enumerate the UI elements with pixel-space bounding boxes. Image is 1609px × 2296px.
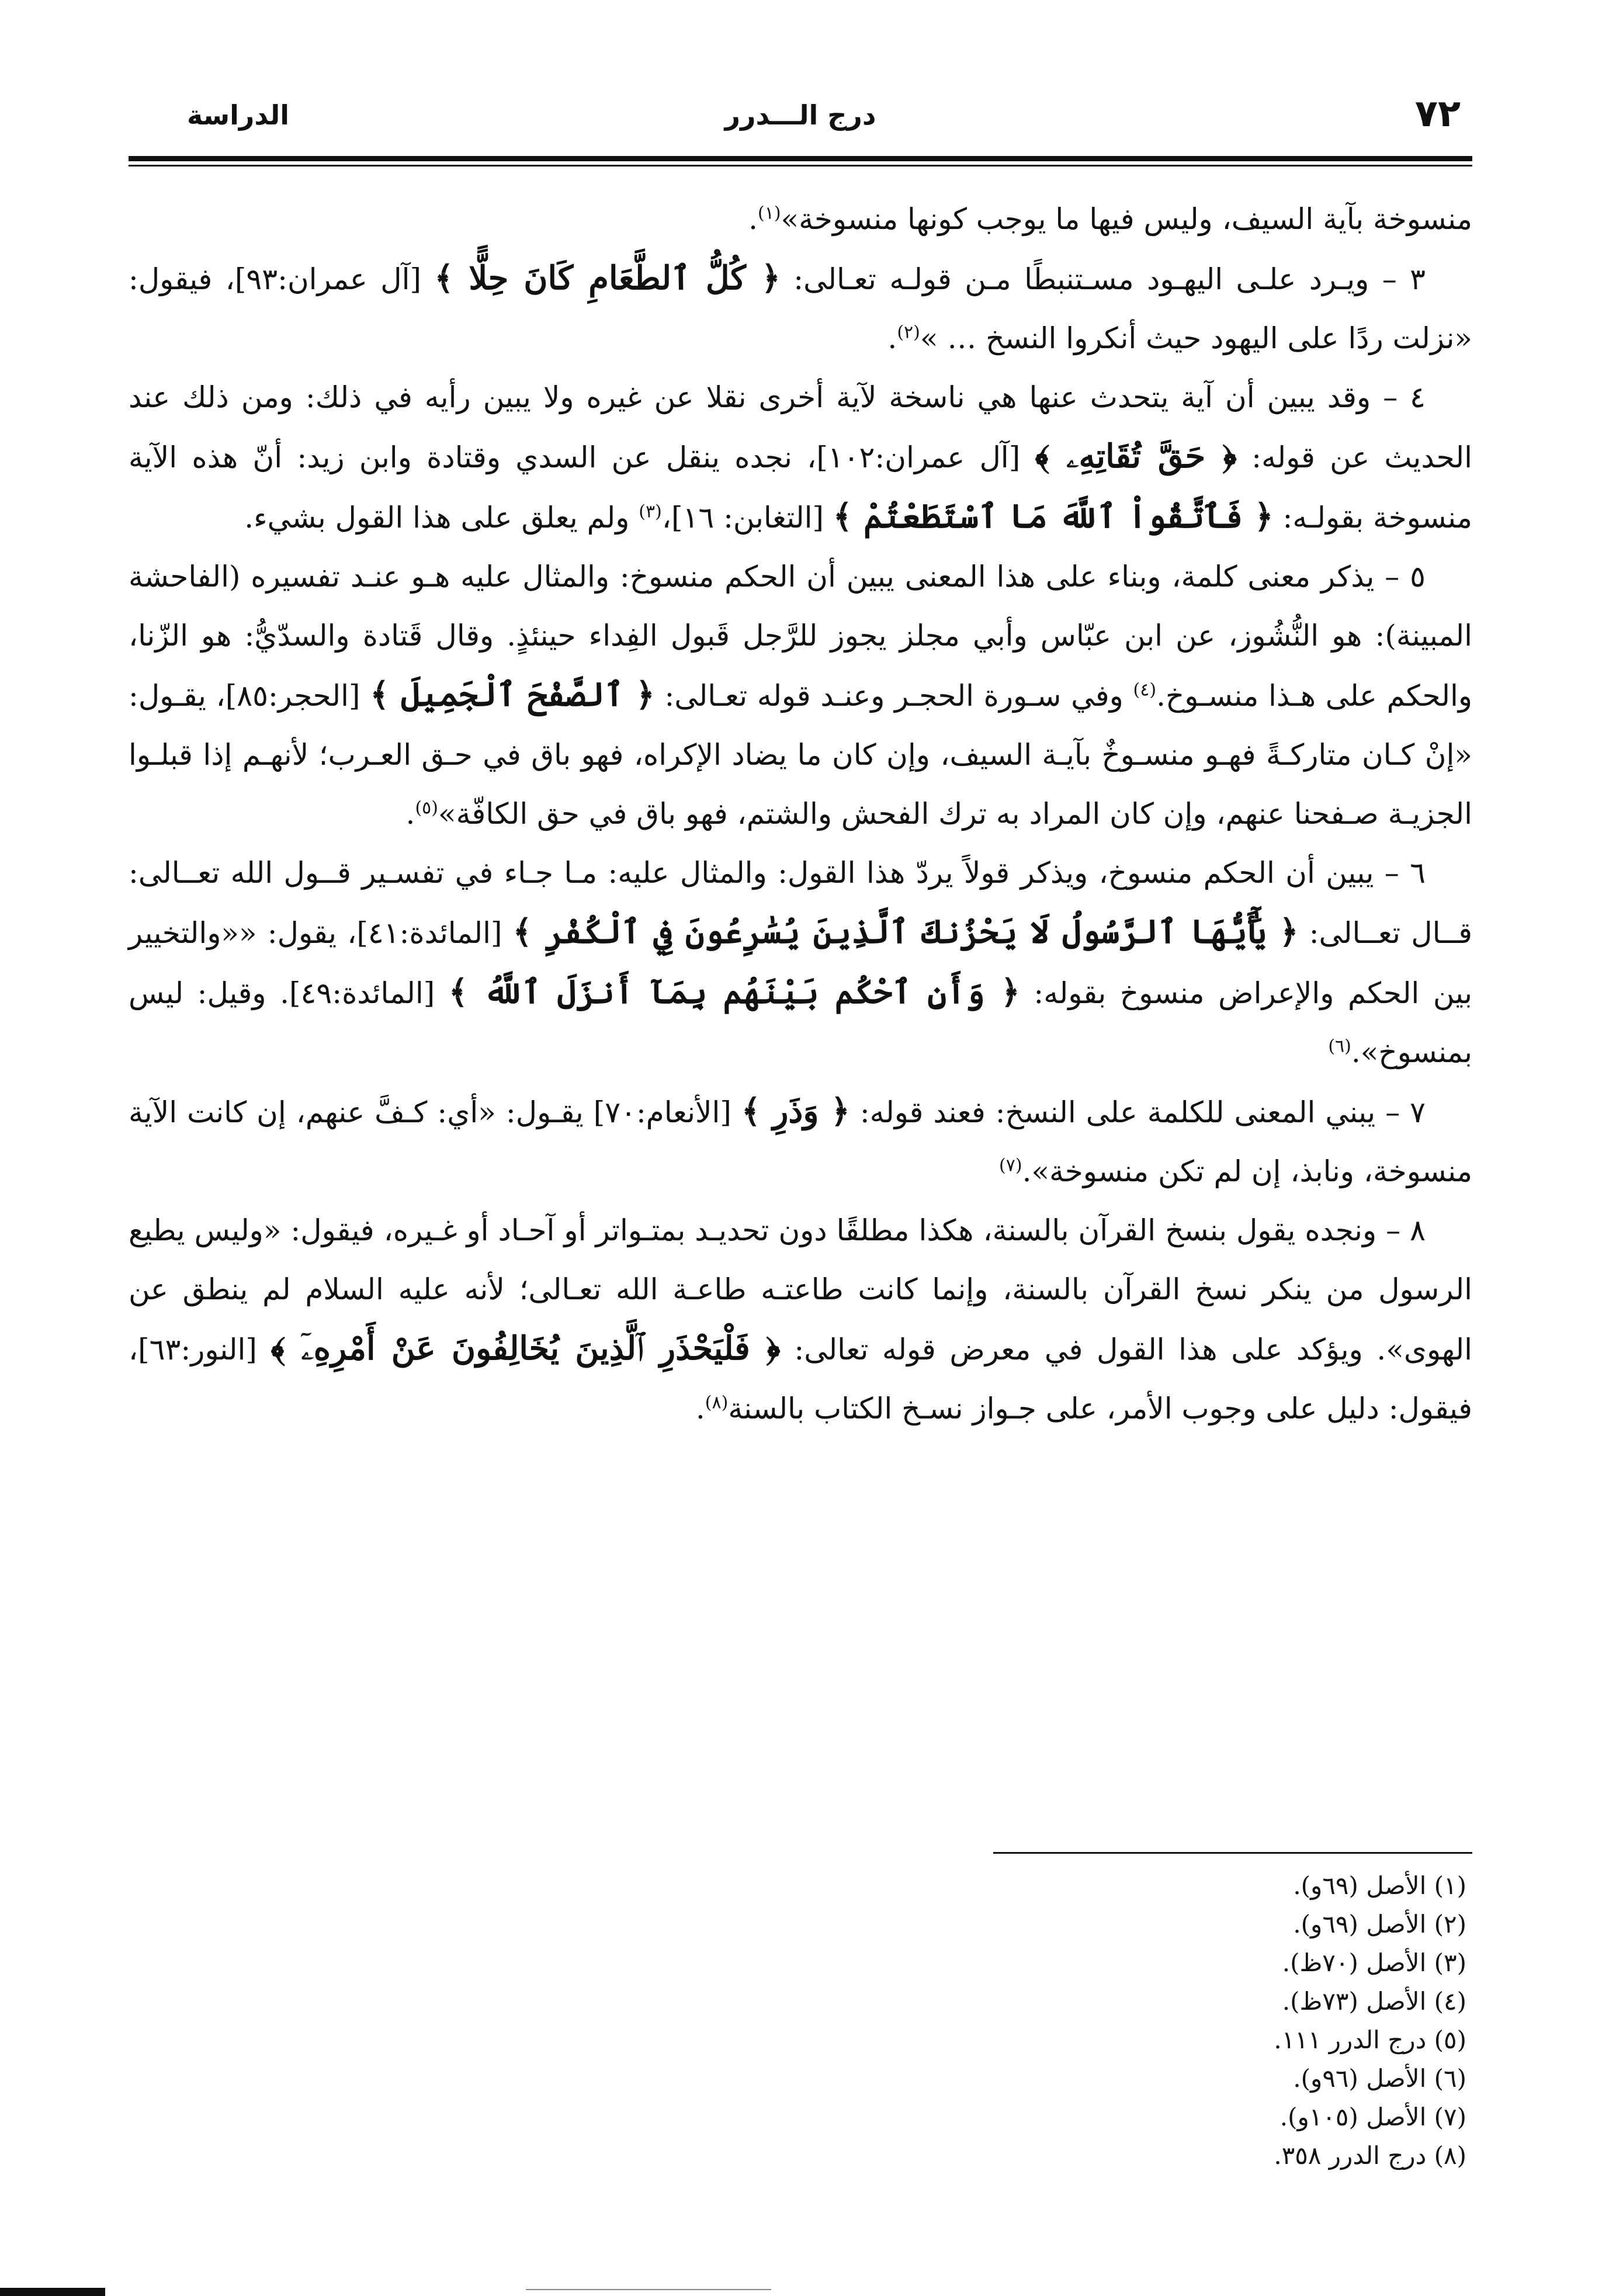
quran-verse: ﴿ يَٰٓأَيُّهَا ٱلرَّسُولُ لَا يَحْزُنكَ ٱلَّذِينَ يُسَٰرِعُونَ فِي ٱلْكُفْرِ ﴾ [512, 913, 1299, 951]
scan-edge-mark [0, 2288, 105, 2296]
paragraph-text: [الحجر:٨٥]، يقـول: «إنْ كـان متاركـةً فهـو منسـوخٌ بآيـة السيف، وإن كان ما يضاد الإكراه، فهو باق في حـق العـرب؛ لأنهـم إذا قبلـوا الجزيـة صـفحنا عنهم، وإن كان المراد به ترك الفحش والشتم، فهو باق في حق الكافّة» [129, 679, 1472, 831]
footnote-reference: (٥) [415, 797, 439, 818]
paragraph-text: [الأنعام:٧٠] يقـول: «أي: كـفَّ عنهم، إن كانت الآية منسوخة، ونابذ، إن لم تكن منسوخة». [129, 1095, 1472, 1188]
footnote-reference: (١) [757, 203, 781, 224]
paragraph-text: [النور:٦٣]، فيقول: دليل على وجوب الأمر، على جـواز نسـخ الكتاب بالسنة [129, 1333, 1472, 1426]
footnote-reference: (٦) [1328, 1036, 1351, 1057]
footnote-reference: (٢) [897, 322, 920, 343]
paragraph-text: . [405, 797, 415, 831]
footnote: (٨) درج الدرر ٣٥٨. [1274, 2141, 1466, 2170]
footnote-reference: (٨) [705, 1392, 729, 1413]
paragraph-text: ٣ – ويـرد علـى اليهـود مسـتنبطًا مـن قولـه تعـالى: [780, 262, 1426, 296]
footnote-reference: (٧) [999, 1155, 1022, 1176]
quran-verse: ﴿ وَأَنِ ٱحْكُم بَيْنَهُم بِمَآ أَنزَلَ ٱللَّهُ ﴾ [448, 973, 1020, 1011]
quran-verse: ﴿ كُلُّ ٱلطَّعَامِ كَانَ حِلًّا ﴾ [434, 259, 781, 297]
paragraph-text: . [748, 202, 758, 236]
footnote-separator [993, 1852, 1472, 1854]
footnotes [941, 1867, 1466, 2175]
footnote: (٧) الأصل (١٠٥و). [1279, 2103, 1466, 2131]
paragraph [129, 1082, 1472, 1201]
paragraph-text: ٤ – وقد يبين أن آية يتحدث عنها هي ناسخة لآية أخرى نقلا عن غيره ولا يبين رأيه في ذلك: ومن ذلك عند الحديث عن قوله: [129, 380, 1472, 474]
paragraph-text: وفي سـورة الحجـر وعنـد قوله تعـالى: [654, 679, 1133, 713]
paragraph-text: . [695, 1392, 705, 1426]
header-rule-thick [129, 156, 1472, 161]
footnote: (٦) الأصل (٩٦و). [1293, 2064, 1466, 2093]
paragraph [129, 249, 1472, 368]
quran-verse: ﴿ وَذَرِ ﴾ [741, 1092, 850, 1130]
footnote: (٥) درج الدرر ١١١. [1274, 2026, 1466, 2054]
footnote: (٢) الأصل (٦٩و). [1293, 1910, 1466, 1938]
paragraph [129, 368, 1472, 547]
paragraph-text: [آل عمران:٩٣]، فيقول: «نزلت ردًا على اليهود حيث أنكروا النسخ … » [129, 262, 1472, 355]
paragraph-text: ٦ – يبين أن الحكم منسوخ، ويذكر قولاً يردّ هذا القول: والمثال عليه: مـا جـاء في تفسـير قــول الله تعــالى: قــال تعــالى: [129, 856, 1472, 950]
page-header [129, 88, 1472, 155]
paragraph-text: [المائدة:٤١]، يقول: ««والتخيير بين الحكم والإعراض منسوخ بقوله: [129, 916, 1472, 1010]
scan-edge-line [526, 2289, 771, 2290]
quran-verse: ﴿ فَٱتَّقُواْ ٱللَّهَ مَا ٱسْتَطَعْتُمْ ﴾ [833, 497, 1274, 536]
footnote: (١) الأصل (٦٩و). [1293, 1871, 1466, 1900]
paragraph-text: منسوخة بآية السيف، وليس فيها ما يوجب كونها منسوخة» [781, 202, 1472, 236]
book-title: درج الـــدرر [724, 99, 876, 131]
paragraph-text: [التغابن: ١٦]، [661, 501, 833, 535]
footnote-reference: (٣) [639, 501, 662, 522]
paragraph-text: [المائدة:٤٩]. وقيل: ليس بمنسوخ». [129, 976, 1472, 1069]
page-number: ٧٢ [1414, 92, 1461, 136]
paragraph-text: . [887, 321, 897, 355]
paragraph [129, 190, 1472, 249]
paragraph-text: ٨ – ونجده يقول بنسخ القرآن بالسنة، هكذا مطلقًا دون تحديـد بمتـواتر أو آحـاد أو غـيره، فيقول: «وليس يطيع الرسول من ينكر نسخ القرآن بالسنة، وإنما كانت طاعتـه طاعـة الله تعـالى؛ لأنه عليه السلام لم ينطق عن الهوى». ويؤكد على هذا القول في معرض قوله تعالى: [129, 1213, 1472, 1366]
footnote: (٤) الأصل (٧٣ظ). [1282, 1987, 1466, 2016]
paragraph [129, 844, 1472, 1082]
main-text [129, 190, 1472, 1438]
paragraph-text: [آل عمران:١٠٢]، نجده ينقل عن السدي وقتادة وابن زيد: أنّ هذه الآية منسوخة بقولـه: [129, 441, 1472, 535]
header-rule-thin [129, 165, 1472, 167]
paragraph [129, 547, 1472, 844]
book-page [129, 88, 1472, 2249]
paragraph [129, 1201, 1472, 1438]
paragraph-text: ٥ – يذكر معنى كلمة، وبناء على هذا المعنى يبين أن الحكم منسوخ: والمثال عليه هـو عنـد تفسيره (الفاحشة المبينة): هو النُّشُوز، عن ابن عبّاس وأبي مجلز يجوز للرَّجل قَبول الفِداء حينئذٍ. وقال قَتادة والسدّيُّ: هو الزّنا، والحكم على هـذا منسـوخ. [129, 560, 1473, 713]
paragraph-text: ٧ – يبني المعنى للكلمة على النسخ: فعند قوله: [849, 1095, 1426, 1129]
footnote: (٣) الأصل (٧٠ظ). [1282, 1948, 1466, 1977]
quran-verse: ﴿ حَقَّ تُقَاتِهِۦ ﴾ [1035, 437, 1237, 476]
section-title: الدراسة [187, 99, 289, 131]
quran-verse: ﴿ ٱلصَّفْحَ ٱلْجَمِيلَ ﴾ [370, 675, 655, 714]
quran-verse: ﴿ فَلْيَحْذَرِ ٱلَّذِينَ يُخَالِفُونَ عَنْ أَمْرِهِۦٓ ﴾ [271, 1329, 781, 1368]
footnote-reference: (٤) [1133, 679, 1157, 700]
paragraph-text: ولم يعلق على هذا القول بشيء. [244, 501, 639, 535]
